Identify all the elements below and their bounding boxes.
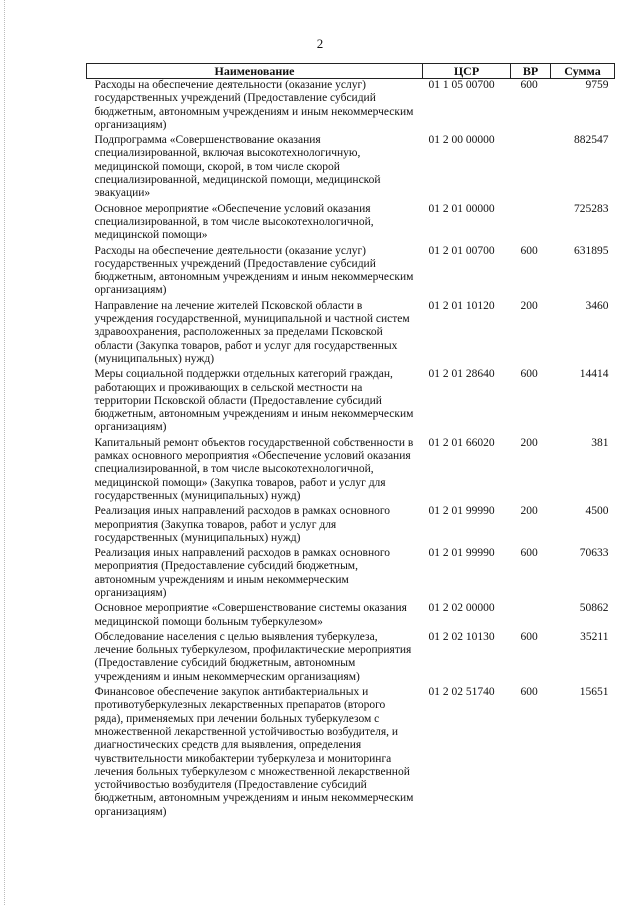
row-vr: 200 (520, 505, 538, 518)
row-sum: 35211 (580, 630, 609, 643)
row-csr: 01 2 02 10130 (428, 630, 495, 643)
table-row (87, 245, 615, 300)
header-sum: Сумма (551, 64, 615, 79)
table-row (87, 368, 615, 436)
row-name: Основное мероприятие «Обеспечение условий оказания специализированной, в том числе высокотехнологичной, медицинской помощи» (94, 202, 374, 242)
row-name: Основное мероприятие «Совершенствование системы оказания медицинской помощи больным туберкулезом» (94, 602, 407, 628)
header-csr: ЦСР (423, 64, 511, 79)
page-number: 2 (316, 36, 324, 51)
table-row (87, 547, 615, 602)
table-row (87, 79, 615, 135)
row-sum: 882547 (574, 134, 609, 147)
header-name: Наименование (87, 64, 423, 79)
row-sum: 50862 (579, 602, 609, 615)
row-csr: 01 2 02 00000 (428, 602, 495, 615)
row-vr: 600 (520, 630, 538, 643)
row-csr: 01 2 01 99990 (428, 505, 495, 518)
row-sum: 14414 (579, 368, 609, 381)
row-name: Финансовое обеспечение закупок антибактериальных и противотуберкулезных лекарственных препаратов (второго ряда), применяемых при лечении больных туберкулезом с множественной лекарственной устойчивостью возбудителя, и диагностических средств для выявления, определения чувствительности микобактерии туберкулеза и мониторинга лечения больных туберкулезом с множественной лекарственной устойчивостью возбудителя (Предоставление субсидий бюджетным, автономным учреждениям и иным некоммерческим организациям) (94, 686, 414, 818)
row-sum: 631895 (574, 244, 609, 257)
row-csr: 01 2 00 00000 (428, 134, 495, 147)
row-sum: 70633 (579, 547, 609, 560)
row-vr: 600 (520, 79, 538, 91)
row-vr (511, 203, 551, 245)
row-sum: 381 (591, 436, 609, 449)
row-vr (511, 134, 551, 202)
row-vr (511, 602, 551, 631)
table-header-row (87, 64, 615, 79)
budget-table (86, 63, 615, 821)
table-row (87, 505, 615, 547)
table-row (87, 631, 615, 686)
row-csr: 01 2 01 99990 (428, 547, 495, 560)
table-row (87, 437, 615, 505)
table-row (87, 203, 615, 245)
row-vr: 200 (520, 299, 538, 312)
row-name: Направление на лечение жителей Псковской области в учреждения государственной, муниципальной и частной систем здравоохранения, расположенных за пределами Псковской области (Закупка товаров, работ и услуг для государственных (муниципальных) нужд) (94, 299, 410, 365)
row-name: Реализация иных направлений расходов в рамках основного мероприятия (Предоставление субсидий бюджетным, автономным учреждениям и иным некоммерческим организациям) (94, 547, 391, 599)
row-sum: 9759 (585, 79, 609, 91)
row-csr: 01 2 01 28640 (428, 368, 495, 381)
row-csr: 01 2 01 00000 (428, 202, 495, 215)
table-row (87, 134, 615, 202)
scan-edge (4, 0, 6, 905)
row-csr: 01 2 01 66020 (428, 436, 495, 449)
header-vr: ВР (511, 64, 551, 79)
row-csr: 01 2 01 00700 (428, 244, 495, 257)
row-sum: 3460 (585, 299, 609, 312)
row-vr: 600 (520, 547, 538, 560)
row-sum: 15651 (579, 686, 609, 699)
row-name: Реализация иных направлений расходов в рамках основного мероприятия (Закупка товаров, работ и услуг для государственных (муниципальных) нужд) (94, 505, 391, 544)
row-name: Подпрограмма «Совершенствование оказания специализированной, включая высокотехнологичную, медицинской помощи, скорой, в том числе скорой специализированной, медицинской помощи, медицинской эвакуации» (94, 134, 381, 200)
row-name: Обследование населения с целью выявления туберкулеза, лечение больных туберкулезом, профилактические мероприятия (Предоставление субсидий бюджетным, автономным учреждениям и иным некоммерческим организациям) (94, 630, 412, 683)
table-row (87, 686, 615, 821)
row-csr: 01 2 01 10120 (428, 299, 495, 312)
row-name: Капитальный ремонт объектов государственной собственности в рамках основного мероприятия «Обеспечение условий оказания специализированной, в том числе высокотехнологичной, медицинской помощи» (Закупка товаров, работ и услуг для государственных (муниципальных) нужд) (94, 436, 414, 502)
row-sum: 725283 (574, 202, 609, 215)
row-vr: 600 (520, 368, 538, 381)
row-vr: 600 (520, 686, 538, 699)
table-row (87, 300, 615, 368)
row-name: Расходы на обеспечение деятельности (оказание услуг) государственных учреждений (Предоставление субсидий бюджетным, автономным учреждениям и иным некоммерческим организациям) (94, 244, 414, 297)
row-csr: 01 2 02 51740 (428, 686, 495, 699)
table-row (87, 602, 615, 631)
row-sum: 4500 (585, 505, 609, 518)
row-vr: 600 (520, 244, 538, 257)
row-name: Меры социальной поддержки отдельных категорий граждан, работающих и проживающих в сельской местности на территории Псковской области (Предоставление субсидий бюджетным, автономным учреждениям и иным некоммерческим организациям) (94, 368, 414, 434)
row-csr: 01 1 05 00700 (428, 79, 495, 91)
row-name: Расходы на обеспечение деятельности (оказание услуг) государственных учреждений (Предоставление субсидий бюджетным, автономным учреждениям и иным некоммерческим организациям) (94, 79, 414, 131)
row-vr: 200 (520, 436, 538, 449)
